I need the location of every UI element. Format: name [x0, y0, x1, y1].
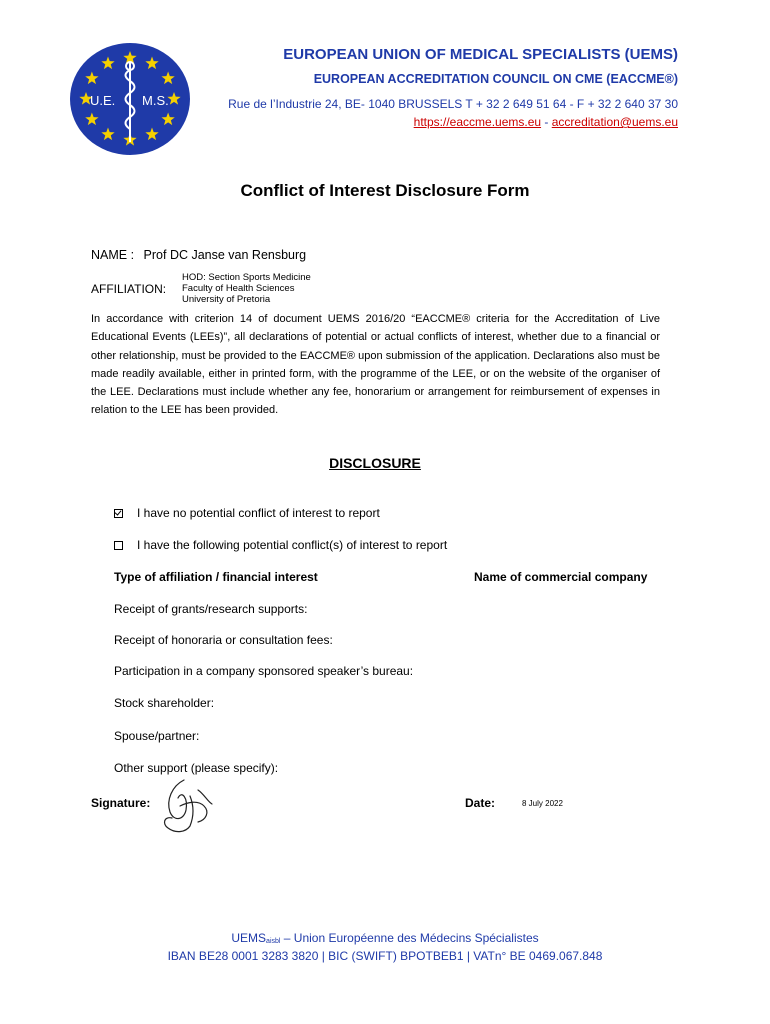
- option-label: I have no potential conflict of interest to report: [137, 506, 380, 520]
- option-no-conflict[interactable]: [114, 506, 380, 520]
- interest-row: Stock shareholder:: [114, 696, 215, 710]
- affiliation-label: AFFILIATION:: [91, 282, 167, 296]
- option-label: I have the following potential conflict(s) of interest to report: [137, 538, 448, 552]
- email-link[interactable]: accreditation@uems.eu: [551, 115, 678, 129]
- checkbox-checked-icon[interactable]: [114, 509, 123, 518]
- interest-row: Receipt of honoraria or consultation fees:: [114, 633, 333, 647]
- interest-row: Spouse/partner:: [114, 729, 200, 743]
- handwritten-signature: [154, 776, 220, 836]
- footer-bank-details: IBAN BE28 0001 3283 3820 | BIC (SWIFT) BPOTBEB1 | VATn° BE 0469.067.848: [167, 949, 603, 963]
- affiliation-value[interactable]: [182, 272, 311, 305]
- option-has-conflict[interactable]: [114, 538, 447, 552]
- intro-paragraph: In accordance with criterion 14 of document UEMS 2016/20 “EACCME® criteria for the Accreditation of Live Educational Events (LEEs)”, all declarations of potential or actual conflicts of interest, whether due to a financial or other relationship, must be provided to the EACCME® upon submission of the application. Declarations also must be made readily available, either in printed form, with the programme of the LEE, or on the website of the organiser of the LEE. Declarations must include whether any fee, honorarium or arrangement for reimbursement of expenses in relation to the LEE has been provided.: [91, 313, 660, 417]
- date-value[interactable]: 8 July 2022: [522, 799, 563, 808]
- interest-row: Participation in a company sponsored speaker’s bureau:: [114, 664, 414, 678]
- footer-uems: UEMS: [231, 931, 267, 945]
- website-link[interactable]: https://eaccme.uems.eu: [413, 115, 542, 129]
- council-name: EUROPEAN ACCREDITATION COUNCIL ON CME (EACCME®): [313, 72, 678, 86]
- interest-row: Receipt of grants/research supports:: [114, 602, 308, 616]
- address-line: Rue de l’Industrie 24, BE- 1040 BRUSSELS T + 32 2 649 51 64 - F + 32 2 640 37 30: [228, 97, 678, 111]
- date-label: Date:: [465, 796, 496, 810]
- logo-right-text: M.S.: [142, 93, 169, 108]
- column-header-type: Type of affiliation / financial interest: [114, 570, 318, 584]
- footer-line-1: [0, 931, 770, 945]
- checkbox-unchecked-icon[interactable]: [114, 541, 123, 550]
- affiliation-line: Faculty of Health Sciences: [182, 283, 295, 294]
- disclosure-heading: DISCLOSURE: [329, 455, 421, 471]
- interest-row: Other support (please specify):: [114, 761, 279, 775]
- name-row: [91, 248, 306, 262]
- logo-left-text: U.E.: [90, 93, 116, 108]
- footer-union-name: – Union Européenne des Médecins Spécialistes: [280, 931, 539, 945]
- name-value[interactable]: Prof DC Janse van Rensburg: [143, 248, 307, 262]
- column-header-company: Name of commercial company: [474, 570, 648, 584]
- affiliation-line: HOD: Section Sports Medicine: [182, 272, 311, 283]
- signature-label: Signature:: [91, 796, 151, 810]
- affiliation-line: University of Pretoria: [182, 294, 271, 305]
- link-separator: -: [544, 115, 549, 129]
- form-title: Conflict of Interest Disclosure Form: [240, 181, 530, 200]
- name-label: NAME :: [91, 248, 135, 262]
- org-name: EUROPEAN UNION OF MEDICAL SPECIALISTS (UEMS): [283, 46, 678, 63]
- contact-links: [414, 115, 678, 129]
- footer-aisbl: aisbl: [266, 938, 281, 945]
- uems-logo: [68, 42, 192, 156]
